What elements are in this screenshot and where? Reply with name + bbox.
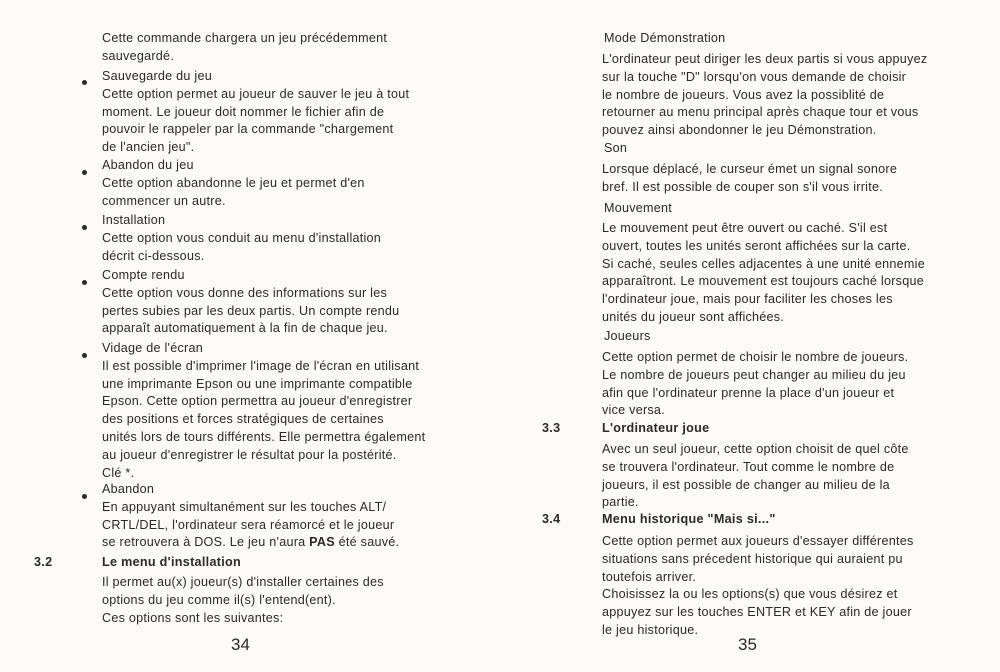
subsection-son [604,140,627,158]
bullet-icon [82,494,87,499]
subsection-paragraph: Le mouvement peut être ouvert ou caché. S'il est ouvert, toutes les unités seront affichées sur la carte. Si caché, seules celles adjacentes à une unité ennemie apparaîtront. Le mouvement est toujours caché lorsque l'ordinateur joue, mais pour faciliter les choses les unités du joueur sont affichées. [602,221,925,324]
section-number: 3.4 [542,512,561,526]
bullet-icon [82,280,87,285]
list-item-installation: Installation Cette option vous conduit au menu d'installation décrit ci-dessous. [102,213,382,263]
bullet-icon [82,353,87,358]
section-title: L'ordinateur joue [602,421,710,435]
subsection-paragraph: Cette option permet de choisir le nombre de joueurs. Le nombre de joueurs peut changer au milieu du jeu afin que l'ordinateur prenne la place d'un joueur et vice versa. [602,350,909,418]
list-item-abandon: Abandon En appuyant simultanément sur les touches ALT/ CRTL/DEL, l'ordinateur sera réamorcé et le joueur se retrouvera à DOS. Le jeu n'aura PAS été sauvé. [102,482,400,550]
subsection-mouvement [604,200,672,218]
section-number: 3.3 [542,421,561,435]
bullet-icon [82,170,87,175]
subsection-mode-demonstration [604,30,725,48]
list-item-vidage-ecran: Vidage de l'écran Il est possible d'imprimer l'image de l'écran en utilisant une imprimante Epson ou une imprimante compatible Epson. Cette option permettra au joueur d'enregistrer des positions et forces stratégiques de certaines unités lors de tours différents. Elle permettra également au joueur d'enregistrer le résultat pour la postérité. Clé *. [102,341,426,480]
section-paragraph: Cette option permet aux joueurs d'essayer différentes situations sans précedent historique qui auraient pu toutefois arriver. Choisissez la ou les options(s) que vous désirez et appuyez sur les touches ENTER et KEY afin de jouer le jeu historique. [602,534,914,637]
page-number: 34 [231,635,250,654]
bullet-icon [82,80,87,85]
item-title: Installation [102,213,166,227]
page-number: 35 [738,635,757,654]
section-paragraph: Avec un seul joueur, cette option choisit de quel côte se trouvera l'ordinateur. Tout comme le nombre de joueurs, il est possible de changer au milieu de la partie. [602,442,909,510]
item-title: Compte rendu [102,268,185,282]
intro-paragraph: Cette commande chargera un jeu précédemment sauvegardé. [102,31,388,63]
emphasis-pas: PAS [309,535,335,550]
section-title: Le menu d'installation [102,555,242,569]
subsection-paragraph: L'ordinateur peut diriger les deux partis si vous appuyez sur la touche "D" lorsqu'on vous demande de choisir le nombre de joueurs. Vous avez la possiblité de retourner au menu principal après chaque tour et vous pouvez ainsi abondonner le jeu Démonstration. [602,52,928,138]
item-title: Abandon [102,482,155,496]
list-item-sauvegarde: Sauvegarde du jeu Cette option permet au joueur de sauver le jeu à tout moment. Le joueur doit nommer le fichier afin de pouvoir le rappeler par la commande "chargement de l'ancien jeu". [102,69,410,155]
section-number: 3.2 [34,555,53,569]
subsection-joueurs [604,328,651,346]
subsection-paragraph: Lorsque déplacé, le curseur émet un signal sonore bref. Il est possible de couper son s'il vous irrite. [602,162,898,194]
item-title: Abandon du jeu [102,158,194,172]
bullet-icon [82,225,87,230]
subsection-title: Joueurs [604,329,651,343]
item-title: Vidage de l'écran [102,341,203,355]
list-item-compte-rendu: Compte rendu Cette option vous donne des informations sur les pertes subies par les deux partis. Un compte rendu apparaît automatiquement à la fin de chaque jeu. [102,268,400,336]
subsection-title: Mode Démonstration [604,31,726,45]
item-title: Sauvegarde du jeu [102,69,212,83]
section-title: Menu historique "Mais si..." [602,512,776,526]
subsection-title: Son [604,141,628,155]
list-item-abandon-du-jeu: Abandon du jeu Cette option abandonne le jeu et permet d'en commencer un autre. [102,158,365,208]
right-page [500,0,1000,672]
section-paragraph: Il permet au(x) joueur(s) d'installer certaines des options du jeu comme il(s) l'entend(ent). Ces options sont les suivantes: [102,575,384,625]
subsection-title: Mouvement [604,201,673,215]
